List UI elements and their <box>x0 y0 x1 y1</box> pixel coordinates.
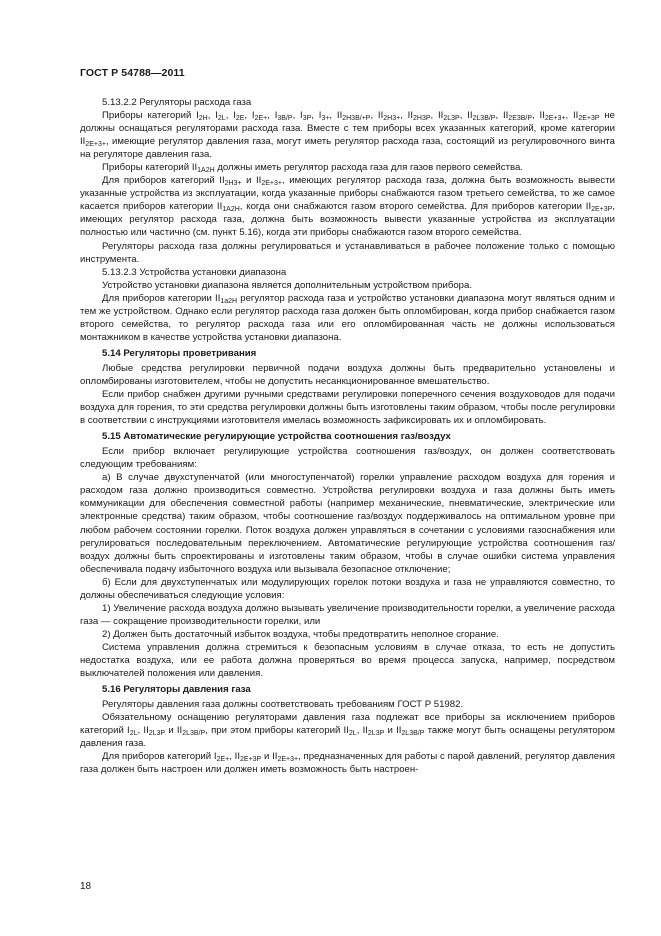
list-item-1: 1) Увеличение расхода воздуха должно вызывать увеличение производительности горелки, а увеличение расхода газа — сокращение производительности горелки, или <box>80 602 615 627</box>
subscript: 2E+3+ <box>277 756 299 764</box>
paragraph <box>80 711 615 750</box>
subscript: 2H3+ <box>224 180 242 188</box>
text-run: не должны оснащаться регуляторами расхода газа. Вместе с тем приборы всех указанных категорий, кроме категории II <box>80 110 615 148</box>
paragraph: Если прибор снабжен другими ручными средствами регулировки поперечного сечения воздуховодов для подачи воздуха для горения, то эти средства регулировки должны быть изготовлены таким образом, чтобы после регулировки в соответствии с инструкциями изготовителя имелась возможность зафиксировать их и опломбировать. <box>80 389 615 427</box>
text-run: , II <box>370 110 384 122</box>
text-run: Приборы категорий II <box>102 162 198 174</box>
text-run: , II <box>329 110 343 122</box>
text-run: , I <box>244 110 255 122</box>
subscript: 2L3B/P <box>401 730 425 738</box>
paragraph <box>80 109 615 161</box>
subscript: 2H <box>198 115 208 123</box>
subscript: 2E <box>235 115 245 123</box>
subscript: 2E+3+ <box>261 180 282 188</box>
text-run: Приборы категорий I <box>102 110 199 122</box>
paragraph: Любые средства регулировки первичной подачи воздуха должны быть предварительно установлены и опломбированы изготовителем, чтобы не допустить несанкционированное вмешательство. <box>80 362 615 387</box>
text-run: , I <box>267 110 278 122</box>
subscript: 2L3P <box>148 730 166 738</box>
subsection-title-5-13-2-3: 5.13.2.3 Устройства установки диапазона <box>102 266 287 278</box>
text-run: , II <box>137 725 149 737</box>
text-run: и II <box>261 751 278 763</box>
paragraph: Устройство установки диапазона является дополнительным устройством прибора. <box>102 279 472 291</box>
paragraph: Если прибор включает регулирующие устройства соотношения газ/воздух, он должен соответствовать следующим требованиям: <box>80 446 615 471</box>
subscript: 2L <box>217 115 226 123</box>
text-run: , II <box>565 110 579 122</box>
subscript: 2E+3P <box>240 756 262 764</box>
text-run: , I <box>311 110 322 122</box>
subscript: 1a2H <box>220 297 238 305</box>
text-run: и II <box>165 725 183 737</box>
paragraph <box>80 750 615 776</box>
subscript: 2L <box>348 730 357 738</box>
text-run: Для приборов категорий I <box>102 751 217 763</box>
subscript: 2L3P <box>443 115 460 123</box>
text-run: , имеющих регулятор расхода газа, должна быть возможность вывести указанные устройства из эксплуатации, когда указанные приборы снабжаются газом третьего семейства, то же самое касается приборов категории II <box>80 175 615 213</box>
text-run: , имеющие регулятор давления газа, могут иметь регулятор расхода газа, состоящий из регулировочного винта на регуляторе давления газа. <box>80 136 615 161</box>
subsection-title-5-13-2-2: 5.13.2.2 Регуляторы расхода газа <box>102 97 252 108</box>
text-run: регулятор расхода газа и устройство установки диапазона могут являться одним и тем же устройством. Однако если регулятор расхода газа должен быть опломбирован, когда прибор снабжается газом второго семейства, то регулятор расхода газа или его опломбированная часть не должны использоваться монтажником в качестве устройства установки диапазона. <box>80 292 615 343</box>
subscript: 1A2H <box>222 206 240 214</box>
text-run: Для приборов категории II <box>102 292 221 304</box>
subscript: 2L <box>129 730 138 738</box>
subscript: 2L3P <box>367 730 385 738</box>
subscript: 2L3B/P <box>472 115 496 123</box>
text-run: , предназначенных для работы с парой давлений, регулятор давления газа должен быть настроен или должен иметь возможность быть настроен- <box>80 751 615 776</box>
subscript: 3P <box>302 115 312 123</box>
subscript: 2E+ <box>254 115 268 123</box>
subscript: 3+ <box>321 115 330 123</box>
subscript: 2H3P <box>413 115 431 123</box>
paragraph: Регуляторы расхода газа должны регулироваться и устанавливаться в рабочее положение только с помощью инструмента. <box>80 240 615 265</box>
text-run: , когда они снабжаются газом второго семейства. Для приборов категории II <box>239 201 592 213</box>
text-run: , II <box>495 110 509 122</box>
subscript: 2E+3P <box>591 206 613 214</box>
subscript: 2L3B/P <box>182 730 206 738</box>
page-number: 18 <box>80 881 92 892</box>
subscript: 2E3B/P <box>508 115 533 123</box>
text-run: , I <box>207 110 218 122</box>
subscript: 2H3B/+P <box>342 115 371 123</box>
text-run: , II <box>400 110 414 122</box>
subscript: 2E+3+ <box>544 115 566 123</box>
text-run: и II <box>384 725 402 737</box>
text-run: Обязательному оснащению регуляторами давления газа подлежат все приборы за исключением приборов категорий I <box>80 712 615 737</box>
section-heading-5-14: 5.14 Регуляторы проветривания <box>102 347 257 359</box>
paragraph: Регуляторы давления газа должны соответствовать требованиям ГОСТ Р 51982. <box>102 699 464 711</box>
section-heading-5-16: 5.16 Регуляторы давления газа <box>102 684 251 696</box>
text-run: также могут быть оснащены регулятором давления газа. <box>80 725 615 750</box>
paragraph <box>80 292 615 344</box>
text-run: должны иметь регулятор расхода газа для газов первого семейства. <box>214 162 523 174</box>
paragraph <box>80 174 615 239</box>
paragraph <box>80 161 615 174</box>
subscript: 2E+3+ <box>85 141 106 149</box>
list-item-b: б) Если для двухступенчатых или модулирующих горелок потоки воздуха и газа не управляются совместно, то должны обеспечиваться следующие условия: <box>80 576 615 601</box>
text-run: и II <box>241 175 262 187</box>
text-run: , II <box>356 725 368 737</box>
document-header: ГОСТ Р 54788—2011 <box>80 67 185 79</box>
text-run: , при этом приборы категорий II <box>205 725 349 737</box>
text-run: , II <box>459 110 473 122</box>
list-item-2: 2) Должен быть достаточный избыток воздуха, чтобы предотвратить неполное сгорание. <box>102 628 499 640</box>
text-run: , II <box>430 110 444 122</box>
subscript: 2H3+ <box>383 115 401 123</box>
text-run: , II <box>229 751 240 763</box>
text-run: , II <box>532 110 545 122</box>
text-run: , I <box>225 110 236 122</box>
section-heading-5-15: 5.15 Автоматические регулирующие устройства соотношения газ/воздух <box>102 431 451 443</box>
text-run: Для приборов категорий II <box>102 175 225 187</box>
subscript: 2E+ <box>216 756 230 764</box>
subscript: 1A2H <box>197 167 215 175</box>
subscript: 2E+3P <box>578 115 600 123</box>
document-body <box>80 96 615 776</box>
subscript: 3B/P <box>277 115 293 123</box>
text-run: , I <box>292 110 303 122</box>
paragraph: Система управления должна стремиться к безопасным условиям в случае отказа, то есть не допустить недостатка воздуха, или ее работа должна проверяться во время процесса запуска, например, посредством выключателей положения или давления. <box>80 641 615 680</box>
text-run: , имеющих регулятор расхода газа, должна быть возможность вывести указанные устройства из эксплуатации полностью или частично (см. пункт 5.16), когда эти приборы снабжаются газом второго семейства. <box>80 201 616 239</box>
list-item-a: а) В случае двухступенчатой (или многоступенчатой) горелки управление расходом воздуха для горения и расходом газа должно производиться совместно. Устройства регулировки воздуха и газа должны быть иметь коммуникации для обеспечения совместной работы (например механические, пневматические, электрические или электронные средства) таким образом, чтобы соотношение газ/воздух поддерживалось на оптимальном уровне при любом рабочем состоянии горелки. Поток воздуха должен управляться в сочетании с условиями газоснабжения или регулироваться последовательным переключением. Автоматические регулирующие устройства соотношения газ/воздух должны быть спроектированы и изготовлены таким образом, чтобы в случае ошибки система управления обеспечивала подачу избыточного воздуха или вызывала безопасное отключение; <box>80 472 615 575</box>
